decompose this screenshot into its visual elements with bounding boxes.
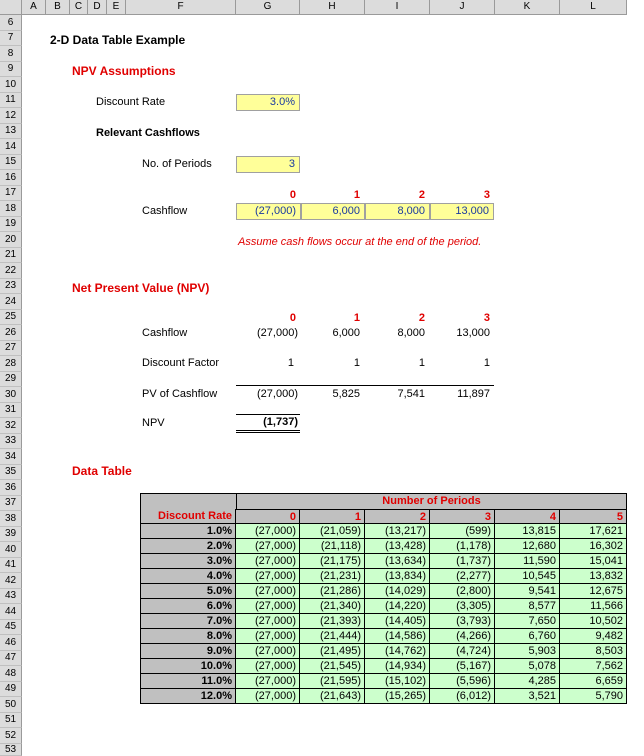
- npv-result-cell[interactable]: (13,428): [365, 539, 430, 554]
- row-header-35[interactable]: 35: [0, 465, 22, 480]
- row-header-29[interactable]: 29: [0, 372, 22, 387]
- discount-factor-2[interactable]: 1: [418, 357, 425, 369]
- discount-rate-cell[interactable]: 5.0%: [140, 584, 236, 599]
- assumptions-heading[interactable]: NPV Assumptions: [72, 64, 176, 78]
- npv-result-cell[interactable]: (27,000): [236, 569, 300, 584]
- period-col-header-5[interactable]: 5: [560, 509, 627, 524]
- npv-result-cell[interactable]: (27,000): [236, 659, 300, 674]
- period-col-header-3[interactable]: 3: [430, 509, 495, 524]
- row-header-8[interactable]: 8: [0, 46, 22, 62]
- npv-result-cell[interactable]: (1,737): [430, 554, 495, 569]
- npv-result-cell[interactable]: (15,265): [365, 689, 430, 704]
- row-header-39[interactable]: 39: [0, 527, 22, 542]
- row-header-41[interactable]: 41: [0, 558, 22, 573]
- discount-rate-cell[interactable]: 9.0%: [140, 644, 236, 659]
- npv-period-header-2[interactable]: 2: [418, 312, 425, 324]
- npv-result-cell[interactable]: 8,503: [560, 644, 627, 659]
- npv-result-cell[interactable]: (14,220): [365, 599, 430, 614]
- column-header-c[interactable]: C: [70, 0, 88, 15]
- assump-period-header-1[interactable]: 1: [353, 189, 360, 201]
- row-header-45[interactable]: 45: [0, 620, 22, 635]
- row-header-17[interactable]: 17: [0, 186, 22, 201]
- npv-result-cell[interactable]: (3,793): [430, 614, 495, 629]
- npv-result-cell[interactable]: 11,566: [560, 599, 627, 614]
- npv-cashflow-0[interactable]: (27,000): [257, 327, 298, 339]
- assump-cashflow-label[interactable]: Cashflow: [142, 205, 188, 217]
- assump-period-header-0[interactable]: 0: [289, 189, 296, 201]
- period-col-header-2[interactable]: 2: [365, 509, 430, 524]
- npv-result-cell[interactable]: 7,562: [560, 659, 627, 674]
- discount-rate-cell[interactable]: 6.0%: [140, 599, 236, 614]
- row-header-7[interactable]: 7: [0, 31, 22, 46]
- column-header-e[interactable]: E: [107, 0, 126, 15]
- npv-result-cell[interactable]: 4,285: [495, 674, 560, 689]
- pv-cashflow-3[interactable]: 11,897: [457, 388, 490, 400]
- row-header-36[interactable]: 36: [0, 480, 22, 496]
- row-header-21[interactable]: 21: [0, 248, 22, 263]
- npv-result-cell[interactable]: (14,934): [365, 659, 430, 674]
- column-header-a[interactable]: A: [22, 0, 46, 15]
- row-header-27[interactable]: 27: [0, 341, 22, 356]
- discount-factor-1[interactable]: 1: [353, 357, 360, 369]
- npv-result-cell[interactable]: (27,000): [236, 644, 300, 659]
- npv-result-cell[interactable]: (13,834): [365, 569, 430, 584]
- npv-result-cell[interactable]: (21,393): [300, 614, 365, 629]
- npv-result-cell[interactable]: (6,012): [430, 689, 495, 704]
- row-header-46[interactable]: 46: [0, 635, 22, 651]
- npv-result-cell[interactable]: (3,305): [430, 599, 495, 614]
- discount-rate-cell[interactable]: 8.0%: [140, 629, 236, 644]
- row-header-28[interactable]: 28: [0, 356, 22, 372]
- row-header-6[interactable]: 6: [0, 15, 22, 31]
- npv-result-cell[interactable]: (4,266): [430, 629, 495, 644]
- row-header-9[interactable]: 9: [0, 62, 22, 77]
- npv-result-cell[interactable]: 7,650: [495, 614, 560, 629]
- npv-result-cell[interactable]: (27,000): [236, 629, 300, 644]
- npv-cashflow-3[interactable]: 13,000: [456, 327, 490, 339]
- npv-result-cell[interactable]: (21,340): [300, 599, 365, 614]
- row-header-26[interactable]: 26: [0, 325, 22, 341]
- row-header-10[interactable]: 10: [0, 77, 22, 93]
- column-header-k[interactable]: K: [495, 0, 560, 15]
- npv-result-cell[interactable]: (27,000): [236, 539, 300, 554]
- relevant-cashflows-heading[interactable]: Relevant Cashflows: [96, 127, 200, 139]
- discount-rate-cell[interactable]: 4.0%: [140, 569, 236, 584]
- npv-period-header-1[interactable]: 1: [353, 312, 360, 324]
- npv-result-cell[interactable]: (14,029): [365, 584, 430, 599]
- cashflow-input-1[interactable]: 6,000: [301, 203, 365, 220]
- npv-result-cell[interactable]: (5,596): [430, 674, 495, 689]
- row-header-22[interactable]: 22: [0, 263, 22, 279]
- row-header-24[interactable]: 24: [0, 294, 22, 310]
- discount-rate-cell[interactable]: 1.0%: [140, 524, 236, 539]
- pv-top-border: [236, 385, 494, 386]
- npv-result-cell[interactable]: (599): [430, 524, 495, 539]
- npv-result-cell[interactable]: (5,167): [430, 659, 495, 674]
- npv-result-cell[interactable]: (21,118): [300, 539, 365, 554]
- npv-result-cell[interactable]: (27,000): [236, 599, 300, 614]
- npv-result-cell[interactable]: 16,302: [560, 539, 627, 554]
- npv-result-cell[interactable]: (21,175): [300, 554, 365, 569]
- npv-result-cell[interactable]: (21,286): [300, 584, 365, 599]
- npv-result-cell[interactable]: (27,000): [236, 689, 300, 704]
- npv-result-cell[interactable]: (21,231): [300, 569, 365, 584]
- npv-result-cell[interactable]: 12,675: [560, 584, 627, 599]
- npv-result-cell[interactable]: (21,545): [300, 659, 365, 674]
- npv-value[interactable]: (1,737): [236, 416, 300, 433]
- column-header-l[interactable]: L: [560, 0, 627, 15]
- npv-cashflow-label[interactable]: Cashflow: [142, 327, 188, 339]
- discount-rate-cell[interactable]: 10.0%: [140, 659, 236, 674]
- npv-result-cell[interactable]: (15,102): [365, 674, 430, 689]
- data-table-heading[interactable]: Data Table: [72, 464, 132, 478]
- row-header-42[interactable]: 42: [0, 573, 22, 589]
- row-header-18[interactable]: 18: [0, 201, 22, 217]
- cashflow-input-2[interactable]: 8,000: [365, 203, 430, 220]
- row-header-15[interactable]: 15: [0, 155, 22, 170]
- row-header-33[interactable]: 33: [0, 434, 22, 449]
- column-header-g[interactable]: G: [236, 0, 300, 15]
- row-header-38[interactable]: 38: [0, 511, 22, 527]
- discount-rate-header[interactable]: Discount Rate: [140, 509, 236, 524]
- row-header-48[interactable]: 48: [0, 666, 22, 682]
- column-header-j[interactable]: J: [430, 0, 495, 15]
- npv-result-cell[interactable]: 6,760: [495, 629, 560, 644]
- npv-result-cell[interactable]: 10,502: [560, 614, 627, 629]
- npv-result-cell[interactable]: 17,621: [560, 524, 627, 539]
- row-header-52[interactable]: 52: [0, 728, 22, 744]
- npv-result-cell[interactable]: 9,482: [560, 629, 627, 644]
- period-col-header-0[interactable]: 0: [236, 509, 300, 524]
- pv-cashflow-label[interactable]: PV of Cashflow: [142, 388, 218, 400]
- npv-result-cell[interactable]: (14,405): [365, 614, 430, 629]
- npv-result-cell[interactable]: 5,903: [495, 644, 560, 659]
- row-header-12[interactable]: 12: [0, 108, 22, 124]
- npv-result-cell[interactable]: (13,634): [365, 554, 430, 569]
- discount-factor-0[interactable]: 1: [287, 357, 294, 369]
- column-header-h[interactable]: H: [300, 0, 365, 15]
- select-all-corner[interactable]: [0, 0, 22, 15]
- row-header-37[interactable]: 37: [0, 496, 22, 511]
- row-header-43[interactable]: 43: [0, 589, 22, 604]
- npv-result-cell[interactable]: (21,643): [300, 689, 365, 704]
- npv-cashflow-1[interactable]: 6,000: [332, 327, 360, 339]
- sheet-title[interactable]: 2-D Data Table Example: [50, 33, 186, 47]
- npv-result-cell[interactable]: 10,545: [495, 569, 560, 584]
- npv-result-cell[interactable]: 13,832: [560, 569, 627, 584]
- discount-rate-cell[interactable]: 2.0%: [140, 539, 236, 554]
- assumption-note[interactable]: Assume cash flows occur at the end of the period.: [238, 236, 482, 248]
- column-header-d[interactable]: D: [88, 0, 107, 15]
- row-header-50[interactable]: 50: [0, 697, 22, 713]
- row-header-16[interactable]: 16: [0, 170, 22, 186]
- npv-result-cell[interactable]: (2,800): [430, 584, 495, 599]
- row-header-14[interactable]: 14: [0, 139, 22, 155]
- row-header-49[interactable]: 49: [0, 682, 22, 697]
- npv-result-cell[interactable]: 3,521: [495, 689, 560, 704]
- npv-result-cell[interactable]: 9,541: [495, 584, 560, 599]
- pv-cashflow-1[interactable]: 5,825: [332, 388, 360, 400]
- npv-result-cell[interactable]: (27,000): [236, 674, 300, 689]
- period-col-header-4[interactable]: 4: [495, 509, 560, 524]
- npv-result-cell[interactable]: (14,762): [365, 644, 430, 659]
- npv-result-cell[interactable]: (21,595): [300, 674, 365, 689]
- discount-rate-cell[interactable]: 7.0%: [140, 614, 236, 629]
- discount-rate-cell[interactable]: 12.0%: [140, 689, 236, 704]
- row-header-40[interactable]: 40: [0, 542, 22, 558]
- row-header-30[interactable]: 30: [0, 387, 22, 403]
- row-header-32[interactable]: 32: [0, 418, 22, 434]
- row-header-11[interactable]: 11: [0, 93, 22, 108]
- npv-result-cell[interactable]: 12,680: [495, 539, 560, 554]
- cashflow-input-0[interactable]: (27,000): [236, 203, 301, 220]
- npv-result-cell[interactable]: (27,000): [236, 584, 300, 599]
- npv-result-cell[interactable]: 8,577: [495, 599, 560, 614]
- discount-factor-label[interactable]: Discount Factor: [142, 357, 220, 369]
- discount-rate-cell[interactable]: 11.0%: [140, 674, 236, 689]
- cashflow-input-3[interactable]: 13,000: [430, 203, 494, 220]
- npv-result-cell[interactable]: 15,041: [560, 554, 627, 569]
- column-header-f[interactable]: F: [126, 0, 236, 15]
- row-header-34[interactable]: 34: [0, 449, 22, 465]
- npv-result-cell[interactable]: (27,000): [236, 524, 300, 539]
- discount-factor-3[interactable]: 1: [483, 357, 490, 369]
- npv-result-cell[interactable]: 5,078: [495, 659, 560, 674]
- npv-result-cell[interactable]: 6,659: [560, 674, 627, 689]
- discount-rate-label[interactable]: Discount Rate: [96, 96, 166, 108]
- npv-result-cell[interactable]: (14,586): [365, 629, 430, 644]
- npv-top-border: [236, 414, 300, 415]
- row-header-31[interactable]: 31: [0, 403, 22, 418]
- npv-result-cell[interactable]: (2,277): [430, 569, 495, 584]
- column-header-i[interactable]: I: [365, 0, 430, 15]
- assump-period-header-2[interactable]: 2: [418, 189, 425, 201]
- npv-result-cell[interactable]: (21,059): [300, 524, 365, 539]
- row-header-47[interactable]: 47: [0, 651, 22, 666]
- npv-cashflow-2[interactable]: 8,000: [397, 327, 425, 339]
- npv-period-header-3[interactable]: 3: [483, 312, 490, 324]
- assump-period-header-3[interactable]: 3: [483, 189, 490, 201]
- data-table-corner[interactable]: [140, 493, 236, 509]
- npv-label[interactable]: NPV: [142, 417, 165, 429]
- npv-result-cell[interactable]: (27,000): [236, 554, 300, 569]
- row-header-13[interactable]: 13: [0, 124, 22, 139]
- discount-rate-cell[interactable]: 3.0%: [140, 554, 236, 569]
- npv-heading[interactable]: Net Present Value (NPV): [72, 281, 210, 295]
- number-of-periods-header[interactable]: Number of Periods: [236, 493, 627, 509]
- npv-result-cell[interactable]: (27,000): [236, 614, 300, 629]
- row-header-19[interactable]: 19: [0, 217, 22, 232]
- discount-rate-input[interactable]: 3.0%: [236, 94, 300, 111]
- npv-result-cell[interactable]: (1,178): [430, 539, 495, 554]
- npv-result-cell[interactable]: (13,217): [365, 524, 430, 539]
- npv-result-cell[interactable]: (21,495): [300, 644, 365, 659]
- npv-result-cell[interactable]: 5,790: [560, 689, 627, 704]
- row-header-25[interactable]: 25: [0, 310, 22, 325]
- npv-result-cell[interactable]: (4,724): [430, 644, 495, 659]
- column-header-b[interactable]: B: [46, 0, 70, 15]
- npv-result-cell[interactable]: (21,444): [300, 629, 365, 644]
- npv-period-header-0[interactable]: 0: [289, 312, 296, 324]
- no-of-periods-label[interactable]: No. of Periods: [142, 158, 212, 170]
- row-header-51[interactable]: 51: [0, 713, 22, 728]
- npv-result-cell[interactable]: 13,815: [495, 524, 560, 539]
- row-header-53[interactable]: 53: [0, 744, 22, 756]
- row-header-20[interactable]: 20: [0, 232, 22, 248]
- pv-cashflow-0[interactable]: (27,000): [257, 388, 298, 400]
- pv-cashflow-2[interactable]: 7,541: [397, 388, 425, 400]
- row-header-44[interactable]: 44: [0, 604, 22, 620]
- row-header-23[interactable]: 23: [0, 279, 22, 294]
- no-of-periods-input[interactable]: 3: [236, 156, 300, 173]
- npv-result-cell[interactable]: 11,590: [495, 554, 560, 569]
- period-col-header-1[interactable]: 1: [300, 509, 365, 524]
